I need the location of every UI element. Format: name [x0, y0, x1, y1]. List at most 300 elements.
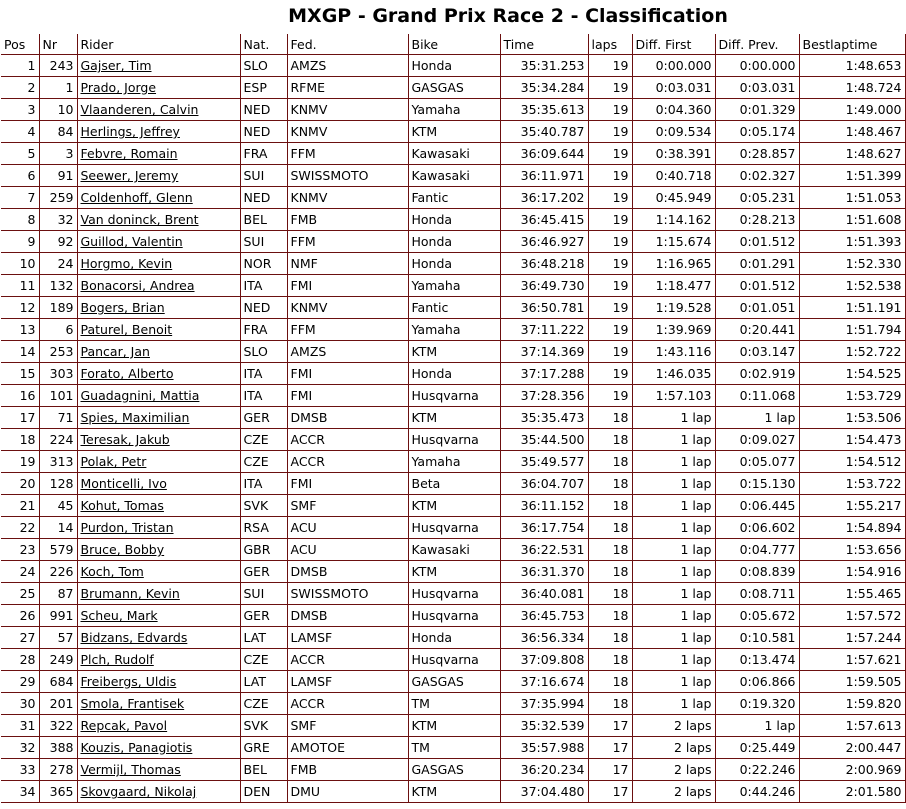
- cell-time: 35:34.284: [500, 77, 588, 99]
- cell-rider: [77, 319, 240, 341]
- cell-nat: BEL: [240, 759, 287, 781]
- cell-bestlaptime: 1:48.653: [799, 55, 905, 77]
- table-row: [1, 319, 905, 341]
- cell-bike: Honda: [408, 627, 500, 649]
- header-laps[interactable]: laps: [588, 34, 632, 55]
- cell-fed: FMB: [287, 759, 408, 781]
- cell-bestlaptime: 1:57.621: [799, 649, 905, 671]
- cell-nat: GER: [240, 407, 287, 429]
- table-row: [1, 759, 905, 781]
- cell-fed: SMF: [287, 495, 408, 517]
- cell-fed: ACCR: [287, 649, 408, 671]
- cell-diff-first: 1:16.965: [632, 253, 715, 275]
- cell-nat: ITA: [240, 473, 287, 495]
- cell-nr: 101: [39, 385, 77, 407]
- header-nat[interactable]: Nat.: [240, 34, 287, 55]
- cell-laps: 17: [588, 737, 632, 759]
- cell-rider: [77, 275, 240, 297]
- rider-link[interactable]: Bruce, Bobby: [80, 542, 165, 557]
- cell-laps: 19: [588, 187, 632, 209]
- cell-bike: TM: [408, 737, 500, 759]
- cell-pos: 31: [1, 715, 39, 737]
- cell-diff-first: 0:40.718: [632, 165, 715, 187]
- rider-link[interactable]: Forato, Alberto: [80, 366, 174, 381]
- cell-diff-first: 1 lap: [632, 583, 715, 605]
- table-row: [1, 385, 905, 407]
- cell-diff-first: 1 lap: [632, 517, 715, 539]
- header-pos[interactable]: Pos: [1, 34, 39, 55]
- cell-pos: 33: [1, 759, 39, 781]
- cell-fed: LAMSF: [287, 671, 408, 693]
- cell-nat: CZE: [240, 429, 287, 451]
- table-row: [1, 231, 905, 253]
- cell-pos: 22: [1, 517, 39, 539]
- cell-nr: 91: [39, 165, 77, 187]
- rider-link[interactable]: Repcak, Pavol: [80, 718, 168, 733]
- cell-bestlaptime: 1:51.191: [799, 297, 905, 319]
- cell-fed: DMSB: [287, 605, 408, 627]
- cell-time: 35:44.500: [500, 429, 588, 451]
- table-row: [1, 187, 905, 209]
- cell-fed: AMZS: [287, 341, 408, 363]
- cell-fed: DMSB: [287, 407, 408, 429]
- cell-diff-prev: 1 lap: [715, 715, 799, 737]
- cell-pos: 23: [1, 539, 39, 561]
- cell-nat: DEN: [240, 781, 287, 803]
- cell-diff-prev: 0:01.329: [715, 99, 799, 121]
- cell-diff-prev: 0:04.777: [715, 539, 799, 561]
- cell-fed: NMF: [287, 253, 408, 275]
- rider-link[interactable]: Bogers, Brian: [80, 300, 165, 315]
- cell-bestlaptime: 1:54.916: [799, 561, 905, 583]
- header-nr[interactable]: Nr: [39, 34, 77, 55]
- cell-laps: 18: [588, 539, 632, 561]
- header-fed[interactable]: Fed.: [287, 34, 408, 55]
- cell-diff-prev: 0:02.327: [715, 165, 799, 187]
- table-row: [1, 605, 905, 627]
- cell-fed: SWISSMOTO: [287, 165, 408, 187]
- cell-nat: GER: [240, 605, 287, 627]
- cell-rider: [77, 363, 240, 385]
- cell-rider: [77, 759, 240, 781]
- cell-bike: Husqvarna: [408, 385, 500, 407]
- cell-laps: 19: [588, 297, 632, 319]
- cell-diff-prev: 0:05.672: [715, 605, 799, 627]
- cell-bike: Husqvarna: [408, 517, 500, 539]
- cell-fed: FFM: [287, 231, 408, 253]
- cell-pos: 24: [1, 561, 39, 583]
- cell-rider: [77, 605, 240, 627]
- cell-diff-first: 0:45.949: [632, 187, 715, 209]
- cell-nr: 365: [39, 781, 77, 803]
- cell-diff-first: 2 laps: [632, 759, 715, 781]
- cell-diff-first: 1 lap: [632, 671, 715, 693]
- cell-pos: 11: [1, 275, 39, 297]
- header-bestlaptime[interactable]: Bestlaptime: [799, 34, 905, 55]
- cell-pos: 26: [1, 605, 39, 627]
- cell-bike: Yamaha: [408, 319, 500, 341]
- rider-link[interactable]: Brumann, Kevin: [80, 586, 180, 601]
- cell-pos: 20: [1, 473, 39, 495]
- cell-laps: 18: [588, 429, 632, 451]
- rider-link[interactable]: Prado, Jorge: [80, 80, 157, 95]
- cell-laps: 17: [588, 715, 632, 737]
- rider-link[interactable]: Seewer, Jeremy: [80, 168, 179, 183]
- cell-time: 36:49.730: [500, 275, 588, 297]
- cell-diff-first: 1 lap: [632, 649, 715, 671]
- cell-time: 35:35.473: [500, 407, 588, 429]
- cell-pos: 13: [1, 319, 39, 341]
- cell-rider: [77, 253, 240, 275]
- cell-nr: 388: [39, 737, 77, 759]
- table-row: [1, 429, 905, 451]
- cell-bestlaptime: 1:59.820: [799, 693, 905, 715]
- cell-nr: 684: [39, 671, 77, 693]
- cell-fed: RFME: [287, 77, 408, 99]
- rider-link[interactable]: Teresak, Jakub: [80, 432, 170, 447]
- cell-fed: FFM: [287, 143, 408, 165]
- cell-rider: [77, 209, 240, 231]
- cell-pos: 32: [1, 737, 39, 759]
- rider-link[interactable]: Coldenhoff, Glenn: [80, 190, 193, 205]
- cell-bike: KTM: [408, 781, 500, 803]
- cell-nr: 249: [39, 649, 77, 671]
- table-row: [1, 583, 905, 605]
- cell-laps: 18: [588, 407, 632, 429]
- cell-diff-prev: 1 lap: [715, 407, 799, 429]
- cell-time: 35:57.988: [500, 737, 588, 759]
- rider-link[interactable]: Paturel, Benoit: [80, 322, 173, 337]
- cell-diff-first: 1:39.969: [632, 319, 715, 341]
- cell-nat: ESP: [240, 77, 287, 99]
- cell-rider: [77, 99, 240, 121]
- cell-bike: Honda: [408, 231, 500, 253]
- cell-nat: ITA: [240, 275, 287, 297]
- cell-fed: ACU: [287, 539, 408, 561]
- cell-nr: 14: [39, 517, 77, 539]
- cell-pos: 15: [1, 363, 39, 385]
- cell-diff-first: 1 lap: [632, 539, 715, 561]
- cell-bike: KTM: [408, 561, 500, 583]
- cell-diff-prev: 0:19.320: [715, 693, 799, 715]
- cell-laps: 18: [588, 649, 632, 671]
- rider-link[interactable]: Kohut, Tomas: [80, 498, 164, 513]
- cell-time: 36:45.415: [500, 209, 588, 231]
- cell-nat: BEL: [240, 209, 287, 231]
- cell-diff-first: 1 lap: [632, 407, 715, 429]
- cell-fed: FMI: [287, 363, 408, 385]
- cell-diff-first: 1:46.035: [632, 363, 715, 385]
- cell-time: 36:46.927: [500, 231, 588, 253]
- cell-fed: KNMV: [287, 297, 408, 319]
- cell-diff-first: 1:14.162: [632, 209, 715, 231]
- cell-diff-prev: 0:25.449: [715, 737, 799, 759]
- table-header-row: [1, 34, 905, 55]
- cell-laps: 19: [588, 231, 632, 253]
- cell-laps: 18: [588, 671, 632, 693]
- cell-nat: GBR: [240, 539, 287, 561]
- page-title: MXGP - Grand Prix Race 2 - Classification: [288, 5, 728, 27]
- rider-link[interactable]: Freibergs, Uldis: [80, 674, 177, 689]
- cell-diff-first: 1 lap: [632, 561, 715, 583]
- rider-link[interactable]: Skovgaard, Nikolaj: [80, 784, 197, 799]
- cell-bike: Kawasaki: [408, 165, 500, 187]
- rider-link[interactable]: Vermijl, Thomas: [80, 762, 181, 777]
- cell-nat: SUI: [240, 583, 287, 605]
- cell-diff-first: 1 lap: [632, 627, 715, 649]
- rider-link[interactable]: Horgmo, Kevin: [80, 256, 173, 271]
- cell-fed: KNMV: [287, 187, 408, 209]
- cell-bestlaptime: 1:53.729: [799, 385, 905, 407]
- cell-time: 36:11.152: [500, 495, 588, 517]
- cell-rider: [77, 385, 240, 407]
- cell-diff-first: 1:19.528: [632, 297, 715, 319]
- table-row: [1, 737, 905, 759]
- cell-bestlaptime: 1:51.608: [799, 209, 905, 231]
- cell-diff-prev: 0:06.602: [715, 517, 799, 539]
- cell-pos: 27: [1, 627, 39, 649]
- cell-laps: 18: [588, 693, 632, 715]
- cell-bestlaptime: 1:55.465: [799, 583, 905, 605]
- table-row: [1, 99, 905, 121]
- cell-time: 36:22.531: [500, 539, 588, 561]
- cell-time: 36:40.081: [500, 583, 588, 605]
- cell-pos: 14: [1, 341, 39, 363]
- cell-bike: Yamaha: [408, 451, 500, 473]
- cell-diff-prev: 0:08.839: [715, 561, 799, 583]
- cell-nr: 24: [39, 253, 77, 275]
- cell-fed: LAMSF: [287, 627, 408, 649]
- rider-link[interactable]: Gajser, Tim: [80, 58, 152, 73]
- cell-rider: [77, 429, 240, 451]
- cell-nr: 128: [39, 473, 77, 495]
- cell-rider: [77, 649, 240, 671]
- cell-bike: Yamaha: [408, 99, 500, 121]
- rider-link[interactable]: Purdon, Tristan: [80, 520, 174, 535]
- cell-diff-prev: 0:06.866: [715, 671, 799, 693]
- cell-time: 35:35.613: [500, 99, 588, 121]
- cell-laps: 19: [588, 363, 632, 385]
- cell-time: 37:17.288: [500, 363, 588, 385]
- cell-nr: 201: [39, 693, 77, 715]
- cell-time: 35:49.577: [500, 451, 588, 473]
- cell-time: 37:04.480: [500, 781, 588, 803]
- cell-bike: Husqvarna: [408, 649, 500, 671]
- cell-bike: KTM: [408, 341, 500, 363]
- cell-pos: 18: [1, 429, 39, 451]
- rider-link[interactable]: Spies, Maximilian: [80, 410, 190, 425]
- cell-nr: 32: [39, 209, 77, 231]
- cell-pos: 12: [1, 297, 39, 319]
- cell-bike: GASGAS: [408, 77, 500, 99]
- cell-diff-first: 1 lap: [632, 473, 715, 495]
- cell-nr: 226: [39, 561, 77, 583]
- cell-diff-first: 0:00.000: [632, 55, 715, 77]
- header-diff-prev[interactable]: Diff. Prev.: [715, 34, 799, 55]
- cell-laps: 18: [588, 473, 632, 495]
- cell-nr: 132: [39, 275, 77, 297]
- cell-time: 36:17.202: [500, 187, 588, 209]
- table-row: [1, 649, 905, 671]
- table-row: [1, 253, 905, 275]
- cell-laps: 17: [588, 759, 632, 781]
- cell-nat: LAT: [240, 671, 287, 693]
- cell-nat: CZE: [240, 451, 287, 473]
- cell-rider: [77, 517, 240, 539]
- cell-nr: 189: [39, 297, 77, 319]
- cell-nr: 3: [39, 143, 77, 165]
- cell-diff-prev: 0:05.077: [715, 451, 799, 473]
- cell-time: 36:50.781: [500, 297, 588, 319]
- cell-diff-prev: 0:22.246: [715, 759, 799, 781]
- cell-fed: DMSB: [287, 561, 408, 583]
- header-rider[interactable]: Rider: [77, 34, 240, 55]
- cell-bestlaptime: 1:53.656: [799, 539, 905, 561]
- cell-nr: 991: [39, 605, 77, 627]
- rider-link[interactable]: Plch, Rudolf: [80, 652, 154, 667]
- cell-laps: 19: [588, 385, 632, 407]
- cell-bestlaptime: 2:00.969: [799, 759, 905, 781]
- cell-bike: Kawasaki: [408, 539, 500, 561]
- cell-nat: NED: [240, 99, 287, 121]
- rider-link[interactable]: Guillod, Valentin: [80, 234, 183, 249]
- cell-bike: GASGAS: [408, 671, 500, 693]
- cell-rider: [77, 77, 240, 99]
- cell-pos: 2: [1, 77, 39, 99]
- rider-link[interactable]: Kouzis, Panagiotis: [80, 740, 193, 755]
- cell-diff-prev: 0:13.474: [715, 649, 799, 671]
- rider-link[interactable]: Smola, Frantisek: [80, 696, 185, 711]
- cell-nr: 92: [39, 231, 77, 253]
- cell-time: 35:32.539: [500, 715, 588, 737]
- rider-link[interactable]: Guadagnini, Mattia: [80, 388, 200, 403]
- cell-laps: 18: [588, 517, 632, 539]
- rider-link[interactable]: Vlaanderen, Calvin: [80, 102, 199, 117]
- cell-diff-prev: 0:01.512: [715, 231, 799, 253]
- header-time[interactable]: Time: [500, 34, 588, 55]
- cell-bike: Honda: [408, 55, 500, 77]
- header-diff-first[interactable]: Diff. First: [632, 34, 715, 55]
- cell-diff-prev: 0:28.213: [715, 209, 799, 231]
- cell-bike: Honda: [408, 253, 500, 275]
- rider-link[interactable]: Koch, Tom: [80, 564, 144, 579]
- cell-bike: Husqvarna: [408, 429, 500, 451]
- cell-fed: KNMV: [287, 99, 408, 121]
- table-row: [1, 473, 905, 495]
- cell-diff-prev: 0:05.174: [715, 121, 799, 143]
- cell-time: 36:11.971: [500, 165, 588, 187]
- cell-fed: FMI: [287, 385, 408, 407]
- cell-bestlaptime: 1:51.399: [799, 165, 905, 187]
- cell-diff-prev: 0:01.512: [715, 275, 799, 297]
- cell-nat: FRA: [240, 143, 287, 165]
- table-row: [1, 407, 905, 429]
- cell-nat: GER: [240, 561, 287, 583]
- cell-rider: [77, 451, 240, 473]
- cell-fed: FMI: [287, 275, 408, 297]
- cell-diff-prev: 0:06.445: [715, 495, 799, 517]
- cell-fed: DMU: [287, 781, 408, 803]
- cell-diff-prev: 0:08.711: [715, 583, 799, 605]
- cell-rider: [77, 341, 240, 363]
- cell-laps: 19: [588, 165, 632, 187]
- cell-fed: FFM: [287, 319, 408, 341]
- cell-bike: TM: [408, 693, 500, 715]
- rider-link[interactable]: Monticelli, Ivo: [80, 476, 167, 491]
- cell-diff-first: 1:43.116: [632, 341, 715, 363]
- cell-rider: [77, 297, 240, 319]
- cell-nat: SLO: [240, 55, 287, 77]
- cell-bike: Fantic: [408, 187, 500, 209]
- table-row: [1, 297, 905, 319]
- cell-diff-prev: 0:09.027: [715, 429, 799, 451]
- cell-fed: ACCR: [287, 693, 408, 715]
- rider-link[interactable]: Polak, Petr: [80, 454, 147, 469]
- cell-laps: 18: [588, 561, 632, 583]
- cell-bike: Beta: [408, 473, 500, 495]
- cell-nat: CZE: [240, 649, 287, 671]
- cell-rider: [77, 121, 240, 143]
- cell-pos: 21: [1, 495, 39, 517]
- table-row: [1, 781, 905, 803]
- cell-time: 36:20.234: [500, 759, 588, 781]
- cell-diff-first: 0:03.031: [632, 77, 715, 99]
- cell-fed: SWISSMOTO: [287, 583, 408, 605]
- rider-link[interactable]: Bidzans, Edvards: [80, 630, 188, 645]
- cell-rider: [77, 495, 240, 517]
- table-row: [1, 671, 905, 693]
- table-row: [1, 77, 905, 99]
- cell-nr: 71: [39, 407, 77, 429]
- cell-diff-prev: 0:20.441: [715, 319, 799, 341]
- cell-rider: [77, 693, 240, 715]
- cell-nr: 1: [39, 77, 77, 99]
- cell-pos: 34: [1, 781, 39, 803]
- table-row: [1, 715, 905, 737]
- cell-diff-prev: 0:01.291: [715, 253, 799, 275]
- cell-bestlaptime: 1:54.894: [799, 517, 905, 539]
- cell-rider: [77, 781, 240, 803]
- cell-nat: SUI: [240, 231, 287, 253]
- cell-rider: [77, 737, 240, 759]
- cell-bike: KTM: [408, 407, 500, 429]
- cell-nr: 224: [39, 429, 77, 451]
- rider-link[interactable]: Pancar, Jan: [80, 344, 150, 359]
- cell-diff-prev: 0:05.231: [715, 187, 799, 209]
- cell-bestlaptime: 1:55.217: [799, 495, 905, 517]
- rider-link[interactable]: Van doninck, Brent: [80, 212, 199, 227]
- cell-bike: Kawasaki: [408, 143, 500, 165]
- rider-link[interactable]: Scheu, Mark: [80, 608, 158, 623]
- cell-pos: 1: [1, 55, 39, 77]
- cell-time: 35:31.253: [500, 55, 588, 77]
- cell-nr: 84: [39, 121, 77, 143]
- cell-bike: Yamaha: [408, 275, 500, 297]
- cell-nat: LAT: [240, 627, 287, 649]
- cell-rider: [77, 231, 240, 253]
- cell-laps: 19: [588, 319, 632, 341]
- rider-link[interactable]: Bonacorsi, Andrea: [80, 278, 195, 293]
- cell-diff-first: 2 laps: [632, 781, 715, 803]
- cell-fed: AMOTOE: [287, 737, 408, 759]
- cell-bestlaptime: 1:52.722: [799, 341, 905, 363]
- cell-nat: SLO: [240, 341, 287, 363]
- rider-link[interactable]: Febvre, Romain: [80, 146, 178, 161]
- header-bike[interactable]: Bike: [408, 34, 500, 55]
- rider-link[interactable]: Herlings, Jeffrey: [80, 124, 180, 139]
- table-row: [1, 143, 905, 165]
- cell-diff-first: 1 lap: [632, 605, 715, 627]
